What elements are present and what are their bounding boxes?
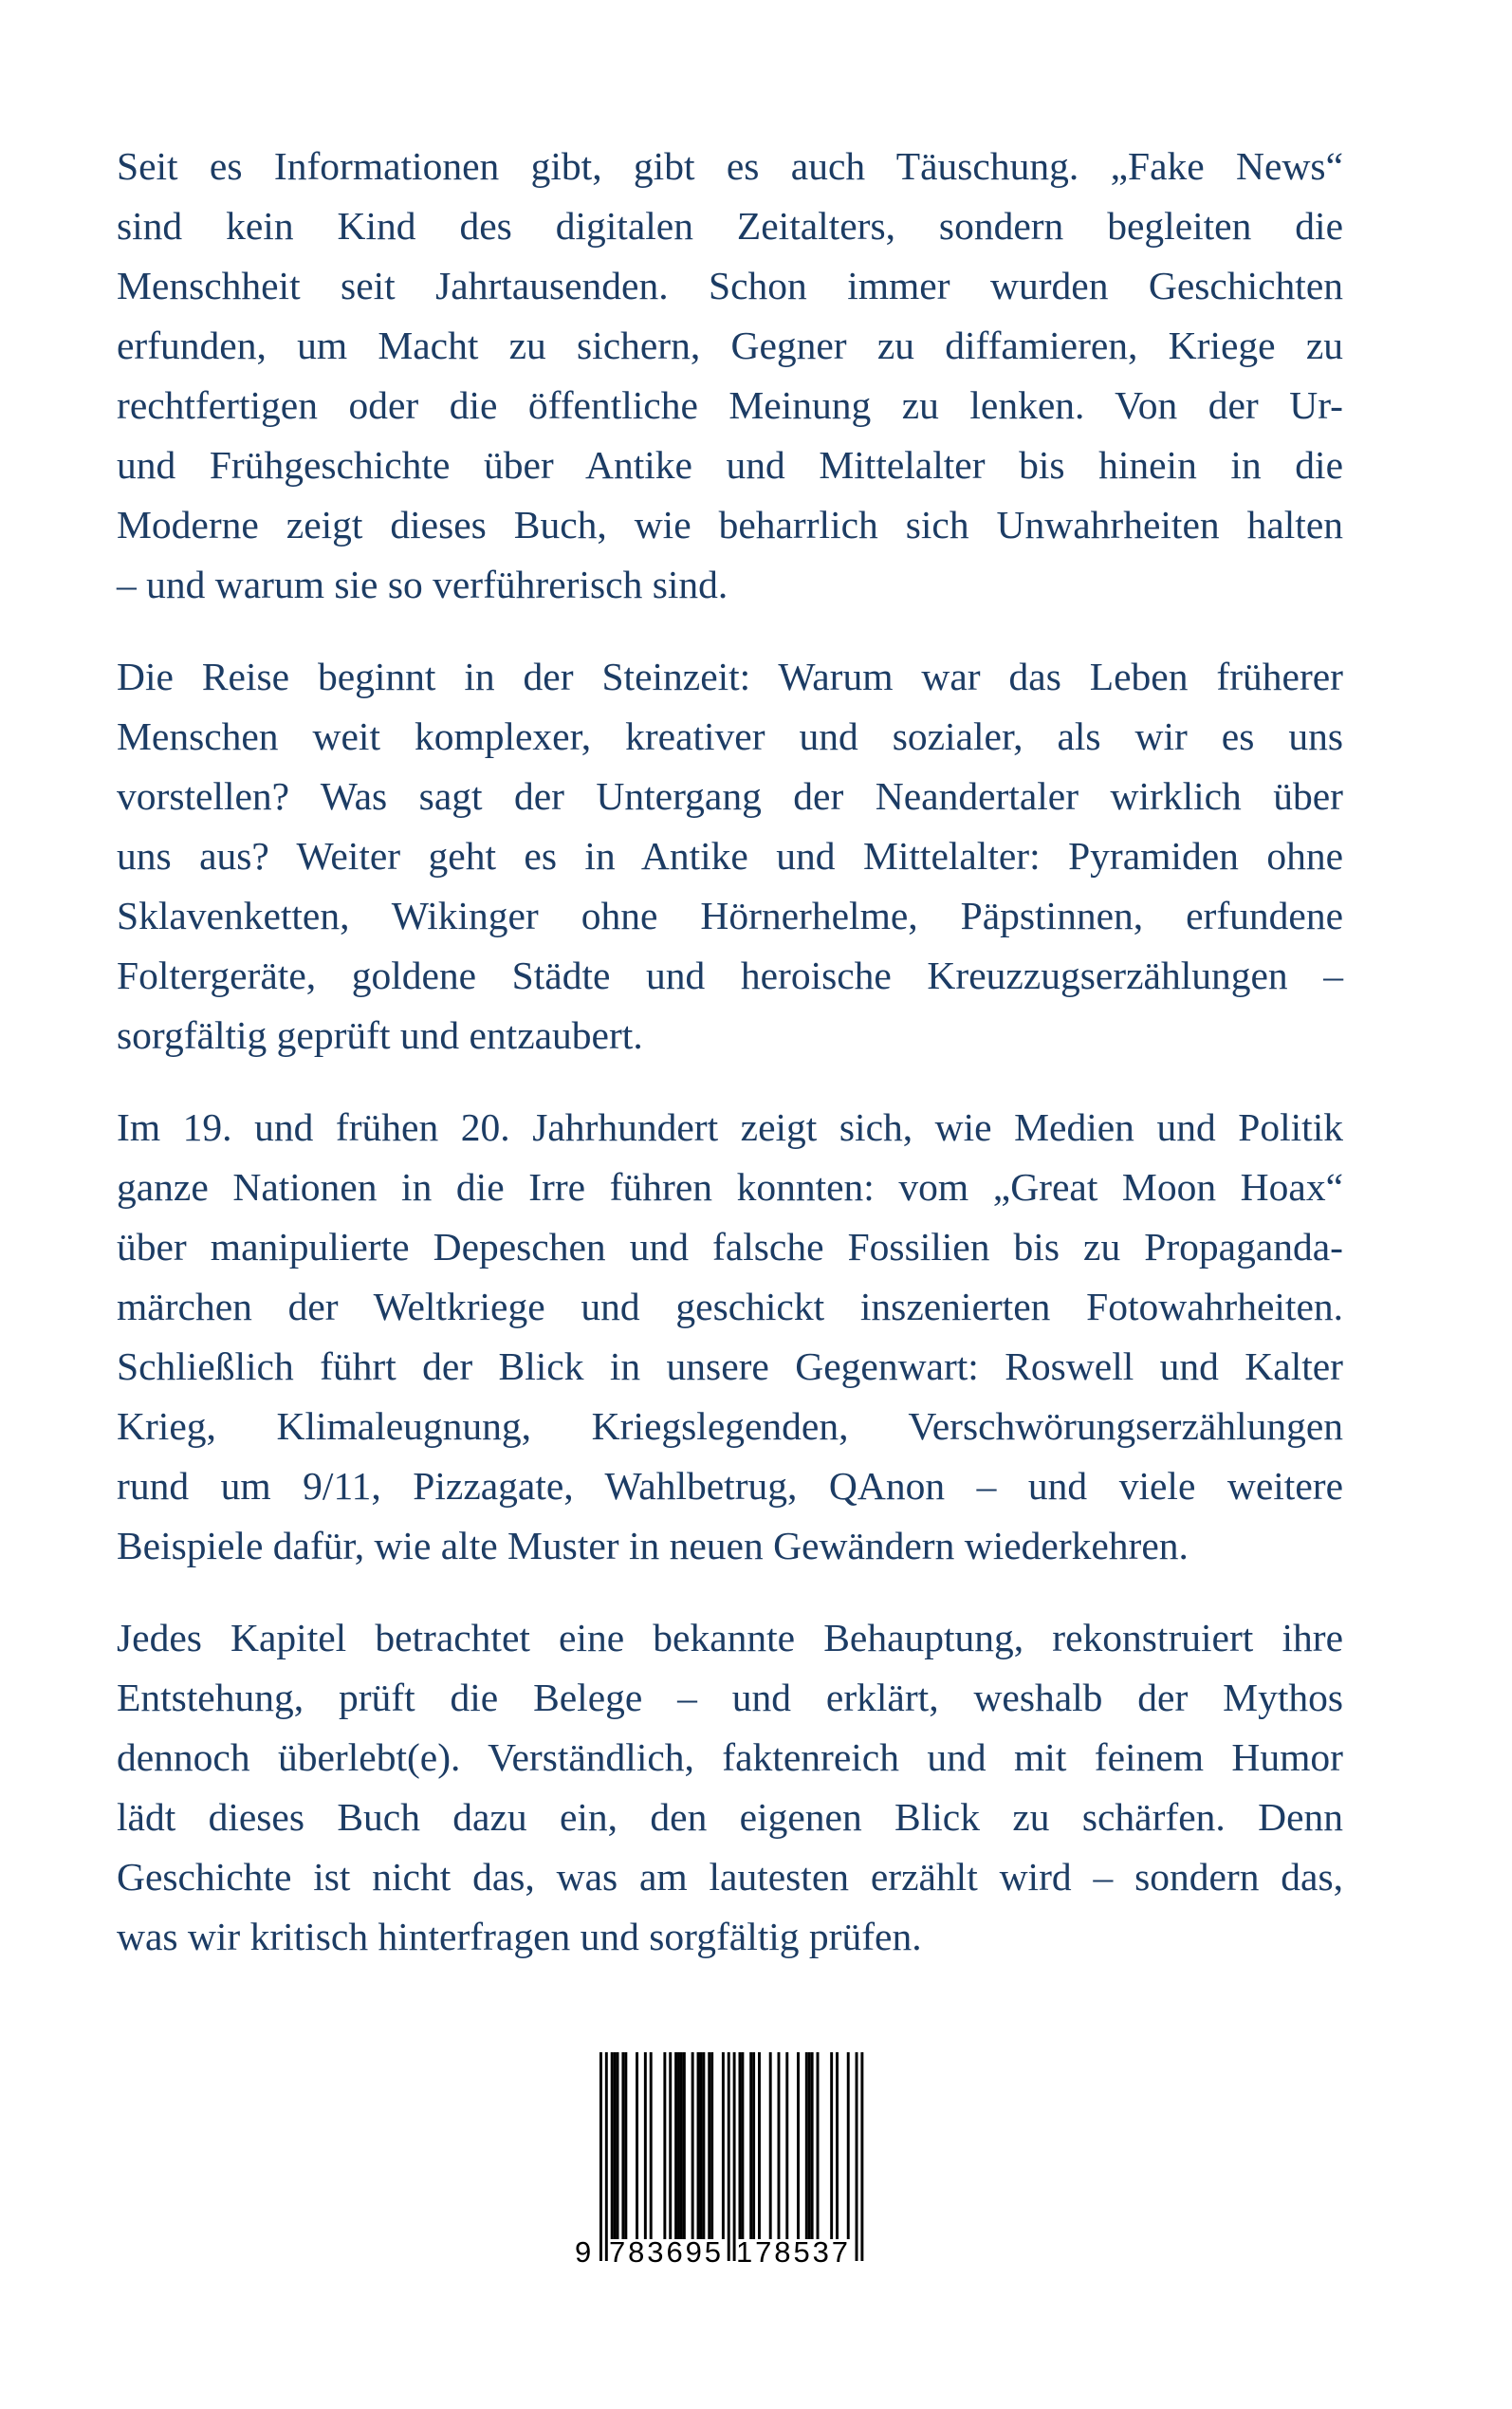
text-line: Beispiele dafür, wie alte Muster in neuen Gewändern wiederkehren. xyxy=(117,1524,1189,1567)
text-line: Menschheit seit Jahrtausenden. Schon immer wurden Geschichten xyxy=(117,264,1343,307)
barcode-bar xyxy=(669,2052,672,2239)
barcode-bar xyxy=(722,2052,725,2239)
barcode-bar xyxy=(650,2052,653,2239)
barcode-bar xyxy=(636,2052,638,2239)
paragraph xyxy=(117,1608,1343,1967)
barcode-bar xyxy=(847,2052,850,2239)
barcode-bar xyxy=(644,2052,647,2239)
barcode-bar xyxy=(702,2052,705,2239)
barcode-bar xyxy=(778,2052,781,2239)
text-line: rund um 9/11, Pizzagate, Wahlbetrug, QAnon – und viele weitere xyxy=(117,1464,1343,1508)
barcode-bar xyxy=(836,2052,839,2239)
text-line: sorgfältig geprüft und entzaubert. xyxy=(117,1013,643,1057)
text-line: Foltergeräte, goldene Städte und heroische Kreuzzugserzählungen – xyxy=(117,954,1343,997)
paragraph xyxy=(117,647,1343,1066)
barcode-bar xyxy=(817,2052,820,2239)
barcode-guard-bar xyxy=(599,2052,602,2261)
text-line: Moderne zeigt dieses Buch, wie beharrlich sich Unwahrheiten halten xyxy=(117,503,1343,547)
isbn-barcode xyxy=(560,2040,882,2277)
barcode-bar xyxy=(811,2052,814,2239)
barcode-bar xyxy=(749,2052,752,2239)
back-cover-blurb xyxy=(117,137,1343,1999)
barcode-bar xyxy=(624,2052,627,2239)
text-line: uns aus? Weiter geht es in Antike und Mittelalter: Pyramiden ohne xyxy=(117,834,1343,878)
barcode-bar xyxy=(621,2052,624,2239)
text-line: vorstellen? Was sagt der Untergang der Neandertaler wirklich über xyxy=(117,774,1343,818)
text-line: – und warum sie so verführerisch sind. xyxy=(117,563,728,606)
text-line: rechtfertigen oder die öffentliche Meinung zu lenken. Von der Ur- xyxy=(117,383,1343,427)
barcode-bar xyxy=(680,2052,683,2239)
text-line: sind kein Kind des digitalen Zeitalters, sondern begleiten die xyxy=(117,204,1343,248)
barcode-bar xyxy=(699,2052,702,2239)
barcode-bar xyxy=(710,2052,713,2239)
text-line: Die Reise beginnt in der Steinzeit: Warum war das Leben früherer xyxy=(117,655,1343,698)
barcode-bar xyxy=(674,2052,677,2239)
barcode-bar xyxy=(708,2052,710,2239)
barcode-left-digits: 783695 xyxy=(609,2235,721,2269)
barcode-guard-bar xyxy=(860,2052,863,2261)
barcode-bar xyxy=(739,2052,742,2239)
barcode-bar xyxy=(663,2052,666,2239)
barcode-bar xyxy=(677,2052,680,2239)
text-line: Jedes Kapitel betrachtet eine bekannte Behauptung, rekonstruiert ihre xyxy=(117,1616,1343,1659)
barcode-guard-bar xyxy=(728,2052,730,2261)
barcode-bar xyxy=(691,2052,694,2239)
barcode-guard-bar xyxy=(733,2052,736,2261)
text-line: lädt dieses Buch dazu ein, den eigenen Blick zu schärfen. Denn xyxy=(117,1795,1343,1839)
text-line: Im 19. und frühen 20. Jahrhundert zeigt sich, wie Medien und Politik xyxy=(117,1105,1343,1149)
text-line: Schließlich führt der Blick in unsere Gegenwart: Roswell und Kalter xyxy=(117,1344,1343,1388)
barcode-bar xyxy=(752,2052,755,2239)
barcode-bar xyxy=(758,2052,761,2239)
text-line: Seit es Informationen gibt, gibt es auch Täuschung. „Fake News“ xyxy=(117,144,1343,188)
text-line: und Frühgeschichte über Antike und Mittelalter bis hinein in die xyxy=(117,443,1343,487)
text-line: Entstehung, prüft die Belege – und erklärt, weshalb der Mythos xyxy=(117,1676,1343,1719)
barcode-bar xyxy=(769,2052,772,2239)
barcode-bar xyxy=(808,2052,811,2239)
barcode-bar xyxy=(741,2052,744,2239)
text-line: Sklavenketten, Wikinger ohne Hörnerhelme, Päpstinnen, erfundene xyxy=(117,894,1343,937)
barcode-guard-bar xyxy=(605,2052,608,2261)
barcode-first-digit: 9 xyxy=(575,2235,592,2269)
barcode-bar xyxy=(683,2052,686,2239)
text-line: dennoch überlebt(e). Verständlich, faktenreich und mit feinem Humor xyxy=(117,1735,1343,1779)
barcode-bars xyxy=(599,2052,863,2261)
text-line: Menschen weit komplexer, kreativer und sozialer, als wir es uns xyxy=(117,714,1343,758)
barcode-bar xyxy=(614,2052,617,2239)
text-line: Krieg, Klimaleugnung, Kriegslegenden, Verschwörungserzählungen xyxy=(117,1404,1343,1448)
barcode-bar xyxy=(805,2052,808,2239)
barcode-bar xyxy=(785,2052,788,2239)
barcode-bar xyxy=(617,2052,619,2239)
text-line: ganze Nationen in die Irre führen konnten: vom „Great Moon Hoax“ xyxy=(117,1165,1343,1209)
text-line: märchen der Weltkriege und geschickt inszenierten Fotowahrheiten. xyxy=(117,1285,1343,1328)
paragraph xyxy=(117,1098,1343,1576)
barcode-bar xyxy=(797,2052,800,2239)
paragraph xyxy=(117,137,1343,615)
barcode-guard-bar xyxy=(856,2052,858,2261)
barcode-bar xyxy=(611,2052,614,2239)
text-line: Geschichte ist nicht das, was am lautesten erzählt wird – sondern das, xyxy=(117,1855,1343,1899)
text-line: über manipulierte Depeschen und falsche Fossilien bis zu Propaganda- xyxy=(117,1225,1343,1269)
text-line: erfunden, um Macht zu sichern, Gegner zu diffamieren, Kriege zu xyxy=(117,324,1343,367)
barcode-right-digits: 178537 xyxy=(736,2235,848,2269)
barcode-bar xyxy=(830,2052,833,2239)
barcode-bar xyxy=(697,2052,700,2239)
text-line: was wir kritisch hinterfragen und sorgfältig prüfen. xyxy=(117,1915,922,1958)
